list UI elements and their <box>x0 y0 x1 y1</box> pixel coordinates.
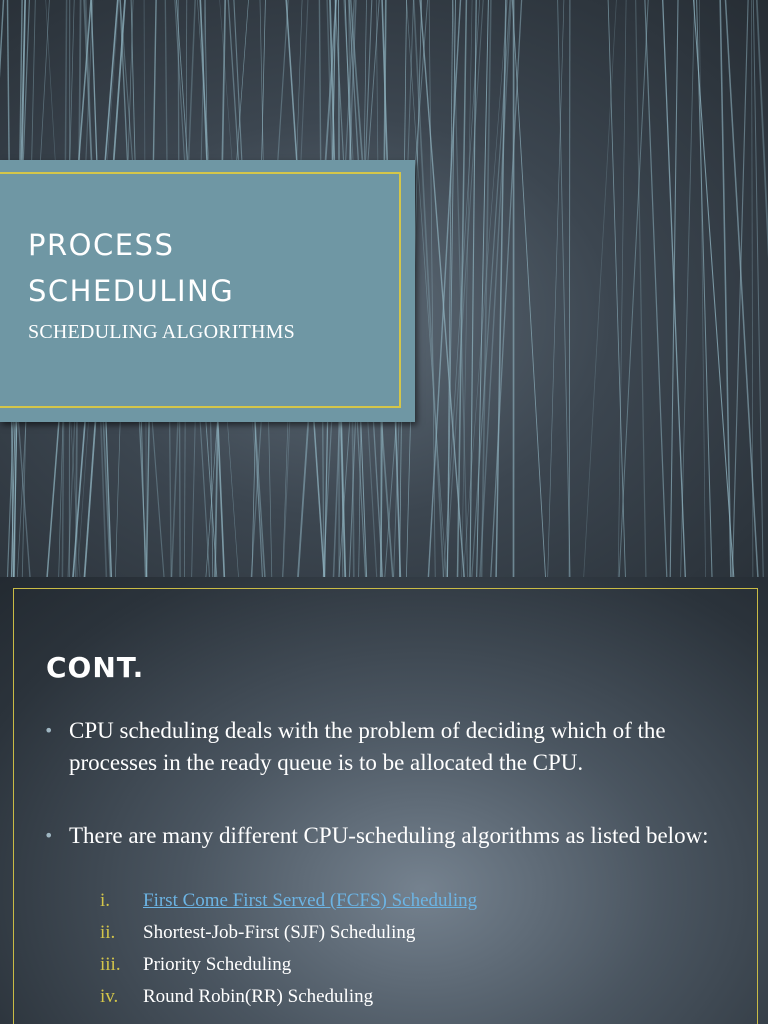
bullet-text: CPU scheduling deals with the problem of deciding which of the processes in the ready queue is to be allocated the CPU. <box>69 718 666 775</box>
decorative-line <box>753 0 763 577</box>
decorative-line <box>548 0 564 577</box>
decorative-line <box>670 0 678 577</box>
decorative-line <box>584 0 617 577</box>
decorative-line <box>726 0 758 577</box>
list-item-label: Priority Scheduling <box>143 954 292 975</box>
bullet-dot-icon: • <box>44 721 54 740</box>
bullet-text: There are many different CPU-scheduling algorithms as listed below: <box>69 823 709 848</box>
bullet-item <box>44 715 724 779</box>
decorative-line <box>720 0 731 577</box>
decorative-line <box>681 0 695 577</box>
decorative-line <box>645 0 667 577</box>
slide-title-line-1: PROCESS <box>28 228 175 262</box>
content-slide <box>0 577 768 1024</box>
decorative-line <box>414 0 444 577</box>
decorative-line <box>694 0 734 577</box>
decorative-line <box>558 0 571 577</box>
decorative-line <box>512 0 545 577</box>
list-item-number: ii. <box>100 922 116 943</box>
fcfs-scheduling-link[interactable]: First Come First Served (FCFS) Scheduling <box>143 890 478 911</box>
decorative-line <box>752 0 753 577</box>
decorative-line <box>429 0 435 577</box>
list-item-number: iii. <box>100 954 121 975</box>
decorative-line <box>444 0 480 577</box>
list-item-label: Round Robin(RR) Scheduling <box>143 986 374 1007</box>
decorative-line <box>470 0 476 577</box>
decorative-line <box>569 0 570 577</box>
decorative-line <box>428 0 460 577</box>
list-item-number: iv. <box>100 986 119 1007</box>
list-item-number: i. <box>100 890 111 911</box>
decorative-line <box>608 0 625 577</box>
slide-subtitle: SCHEDULING ALGORITHMS <box>28 321 295 343</box>
list-item-label: Shortest-Job-First (SJF) Scheduling <box>143 922 416 943</box>
title-box <box>0 160 415 422</box>
slide-title-line-2: SCHEDULING <box>28 274 235 308</box>
decorative-line <box>732 0 748 577</box>
content-heading: CONT. <box>46 651 145 684</box>
slide-title <box>28 222 388 314</box>
decorative-line <box>618 0 626 577</box>
bullet-item <box>44 820 724 852</box>
bullet-dot-icon: • <box>44 826 54 845</box>
